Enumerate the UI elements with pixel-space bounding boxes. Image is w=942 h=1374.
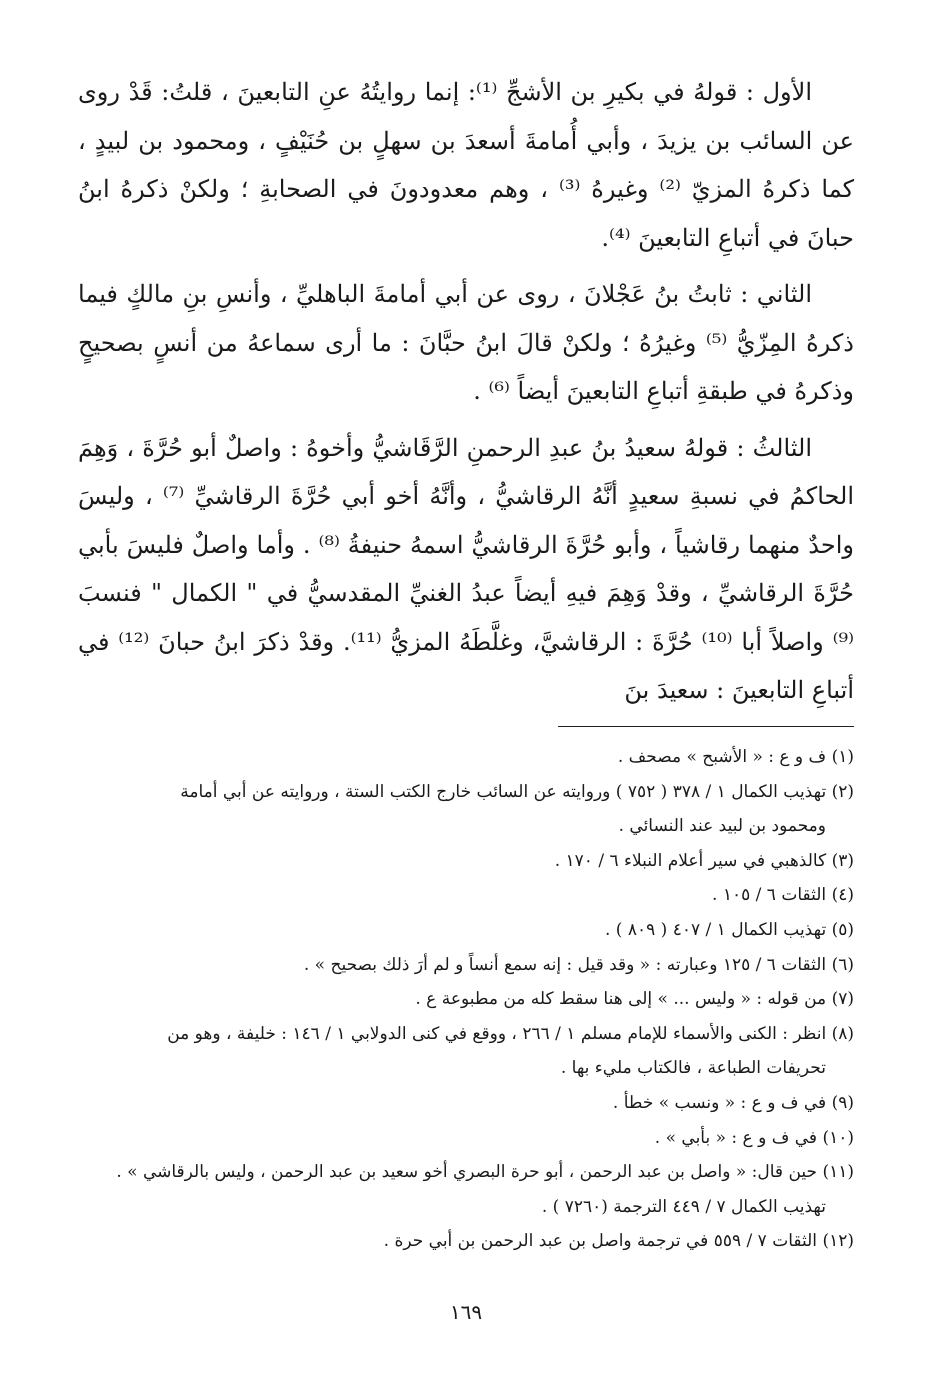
main-text xyxy=(78,68,854,715)
footnote-text: تهذيب الكمال ١ / ٣٧٨ ( ٧٥٢ ) وروايته عن السائب خارج الكتب الستة ، وروايته عن أبي أمامة xyxy=(180,781,827,802)
footnote-number: (٢) xyxy=(831,781,854,802)
footnote-text: حين قال: « واصل بن عبد الرحمن ، أبو حرة البصري أخو سعيد بن عبد الرحمن ، وليس بالرقاشي » . xyxy=(116,1162,818,1183)
footnote xyxy=(78,1017,854,1086)
footnote xyxy=(78,913,854,948)
footnote-continuation: تهذيب الكمال ٧ / ٤٤٩ الترجمة (٧٢٦٠ ) . xyxy=(541,1196,826,1217)
footnote xyxy=(78,878,854,913)
footnote-text: كالذهبي في سير أعلام النبلاء ٦ / ١٧٠ . xyxy=(554,850,827,871)
footnote-number: (٨) xyxy=(831,1023,854,1044)
footnote-continuation: ومحمود بن لبيد عند النسائي . xyxy=(618,816,826,837)
footnote-text: الثقات ٦ / ١٠٥ . xyxy=(712,885,827,906)
footnote xyxy=(78,844,854,879)
footnote-continuation: تحريفات الطباعة ، فالكتاب مليء بها . xyxy=(560,1058,826,1079)
footnote-number: (٤) xyxy=(831,885,854,906)
footnote-number: (٩) xyxy=(831,1092,854,1113)
footnote xyxy=(78,982,854,1017)
footnote-text: الثقات ٦ / ١٢٥ وعبارته : « وقد قيل : إنه سمع أنساً و لم أرَ ذلك بصحيح » . xyxy=(303,954,827,975)
footnote xyxy=(78,1121,854,1156)
footnote xyxy=(78,948,854,983)
footnote-text: تهذيب الكمال ١ / ٤٠٧ ( ٨٠٩ ) . xyxy=(605,919,827,940)
footnote-text: في ف و ع : « ونسب » خطأ . xyxy=(612,1092,827,1113)
footnote-number: (١٢) xyxy=(822,1231,854,1252)
footnote xyxy=(78,1086,854,1121)
footnote-number: (٦) xyxy=(831,954,854,975)
footnote xyxy=(78,775,854,844)
footnote-text: انظر : الكنى والأسماء للإمام مسلم ١ / ٢٦٦ ، ووقع في كنى الدولابي ١ / ١٤٦ : خليفة ، وهو من xyxy=(167,1023,827,1044)
paragraph-third: الثالثُ : قولهُ سعيدُ بنُ عبدِ الرحمنِ الرَّقَاشيُّ وأخوهُ : واصلٌ أبو حُرَّةَ ، وَهِمَ الحاكمُ في نسبةِ سعيدٍ أنَّهُ الرقاشيُّ ، وأنَّهُ أخو أبي حُرَّةَ الرقاشيِّ ⁽⁷⁾ ، وليسَ واحدٌ منهما رقاشياً ، وأبو حُرَّةَ الرقاشيُّ اسمهُ حنيفةُ ⁽⁸⁾ . وأما واصلٌ فليسَ بأبي حُرَّةَ الرقاشيِّ ، وقدْ وَهِمَ فيهِ أيضاً عبدُ الغنيِّ المقدسيُّ في " الكمال " فنسبَ ⁽⁹⁾ واصلاً أبا ⁽¹⁰⁾ حُرَّةَ : الرقاشيَّ، وغلَّطَهُ المزيُّ ⁽¹¹⁾. وقدْ ذكرَ ابنُ حبانَ ⁽¹²⁾ في أتباعِ التابعينَ : سعيدَ بنَ xyxy=(78,433,854,704)
page-number: ١٦٩ xyxy=(449,1300,483,1324)
footnote-text: في ف و ع : « بأبي » . xyxy=(654,1127,818,1148)
footnote-number: (١) xyxy=(831,747,854,767)
footnote-text: من قوله : « وليس ... » إلى هنا سقط كله من مطبوعة ع . xyxy=(415,989,827,1010)
footnote-number: (٧) xyxy=(831,989,854,1010)
footnotes xyxy=(78,740,854,1259)
footnote-text: ف و ع : « الأشبح » مصحف . xyxy=(617,747,827,767)
footnote xyxy=(78,740,854,775)
book-page xyxy=(78,68,854,1358)
paragraph-second: الثاني : ثابتُ بنُ عَجْلانَ ، روى عن أبي أمامةَ الباهليِّ ، وأنسِ بنِ مالكٍ فيما ذكرهُ المِزّيُّ ⁽⁵⁾ وغيرُهُ ؛ ولكنْ قالَ ابنُ حبَّانَ : ما أرى سماعهُ من أنسٍ بصحيحٍ وذكرهُ في طبقةِ أتباعِ التابعينَ أيضاً ⁽⁶⁾ . xyxy=(78,280,854,405)
footnote xyxy=(78,1155,854,1224)
footnote-separator xyxy=(558,726,854,727)
footnote-number: (١١) xyxy=(822,1162,854,1183)
paragraph-first: الأول : قولهُ في بكيرِ بن الأشجِّ ⁽¹⁾: إنما روايتُهُ عنِ التابعينَ ، قلتُ: قَدْ روى عن السائب بن يزيدَ ، وأبي أُمامةَ أسعدَ بن سهلٍ بن حُنَيْفٍ ، ومحمود بن لبيدٍ ، كما ذكرهُ المزيّ ⁽²⁾ وغيرهُ ⁽³⁾ ، وهم معدودونَ في الصحابةِ ؛ ولكنْ ذكرهُ ابنُ حبانَ في أتباعِ التابعينَ ⁽⁴⁾. xyxy=(78,78,855,252)
footnote-number: (٥) xyxy=(831,919,854,940)
footnote xyxy=(78,1224,854,1259)
footnote-number: (٣) xyxy=(831,850,854,871)
footnote-number: (١٠) xyxy=(822,1127,854,1148)
footnote-text: الثقات ٧ / ٥٥٩ في ترجمة واصل بن عبد الرحمن بن أبي حرة . xyxy=(383,1231,818,1252)
